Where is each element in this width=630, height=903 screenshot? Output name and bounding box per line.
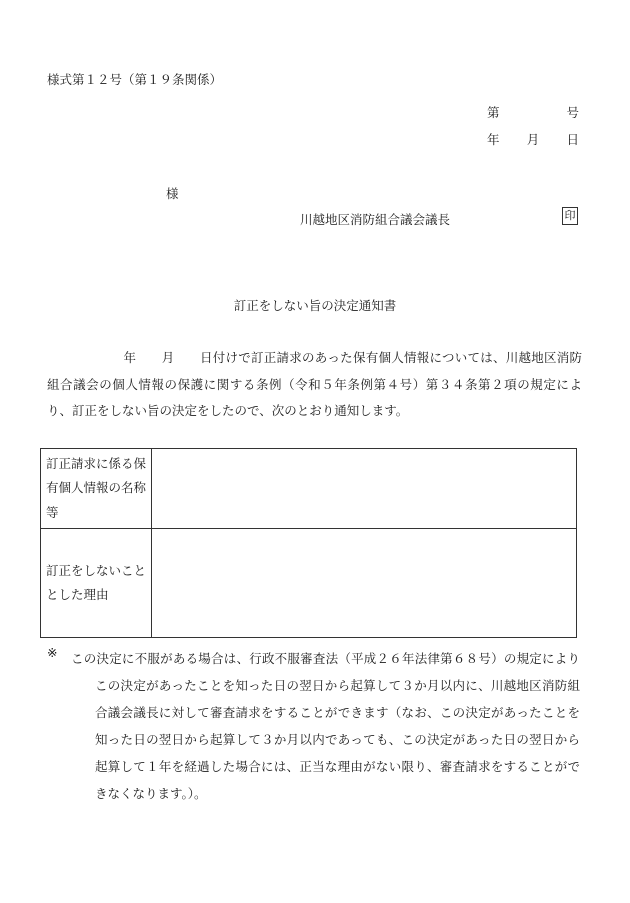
date-day: 日 <box>566 132 579 147</box>
document-number-prefix: 第 <box>487 105 500 120</box>
recipient-honorific: 様 <box>166 186 179 201</box>
document-title: 訂正をしない旨の決定通知書 <box>233 298 397 313</box>
issuer-title: 川越地区消防組合議会議長 <box>300 212 451 227</box>
note-mark: ※ <box>47 645 58 660</box>
body-paragraph: 年 月 日付けで訂正請求のあった保有個人情報については、川越地区消防組合議会の個人情報の保護に関する条例（令和５年条例第４号）第３４条第２項の規定により、訂正をしない旨の決定をしたので、次のとおり通知します。 <box>47 350 582 418</box>
form-number: 様式第１２号（第１９条関係） <box>47 72 223 87</box>
document-number <box>487 103 579 121</box>
table-row <box>41 529 577 638</box>
document-number-suffix: 号 <box>566 105 579 120</box>
date-month: 月 <box>526 132 540 147</box>
note-text: この決定に不服がある場合は、行政不服審査法（平成２６年法律第６８号）の規定によりこの決定があったことを知った日の翌日から起算して３か月以内に、川越地区消防組合議会議長に対して審査請求をすることができます（なお、この決定があったことを知った日の翌日から起算して３か月以内であっても、この決定があった日の翌日から起算して１年を経過した場合には、正当な理由がない限り、審査請求をすることができなくなります。）。 <box>71 651 580 801</box>
seal-mark: 印 <box>562 207 578 225</box>
document-date <box>487 130 579 148</box>
table-label-target-info: 訂正請求に係る保有個人情報の名称等 <box>41 449 152 529</box>
table-value-target-info <box>152 449 577 529</box>
info-table <box>40 448 577 638</box>
date-year: 年 <box>487 132 500 147</box>
table-value-reason <box>152 529 577 638</box>
table-label-reason: 訂正をしないこととした理由 <box>41 529 152 638</box>
table-row <box>41 449 577 529</box>
